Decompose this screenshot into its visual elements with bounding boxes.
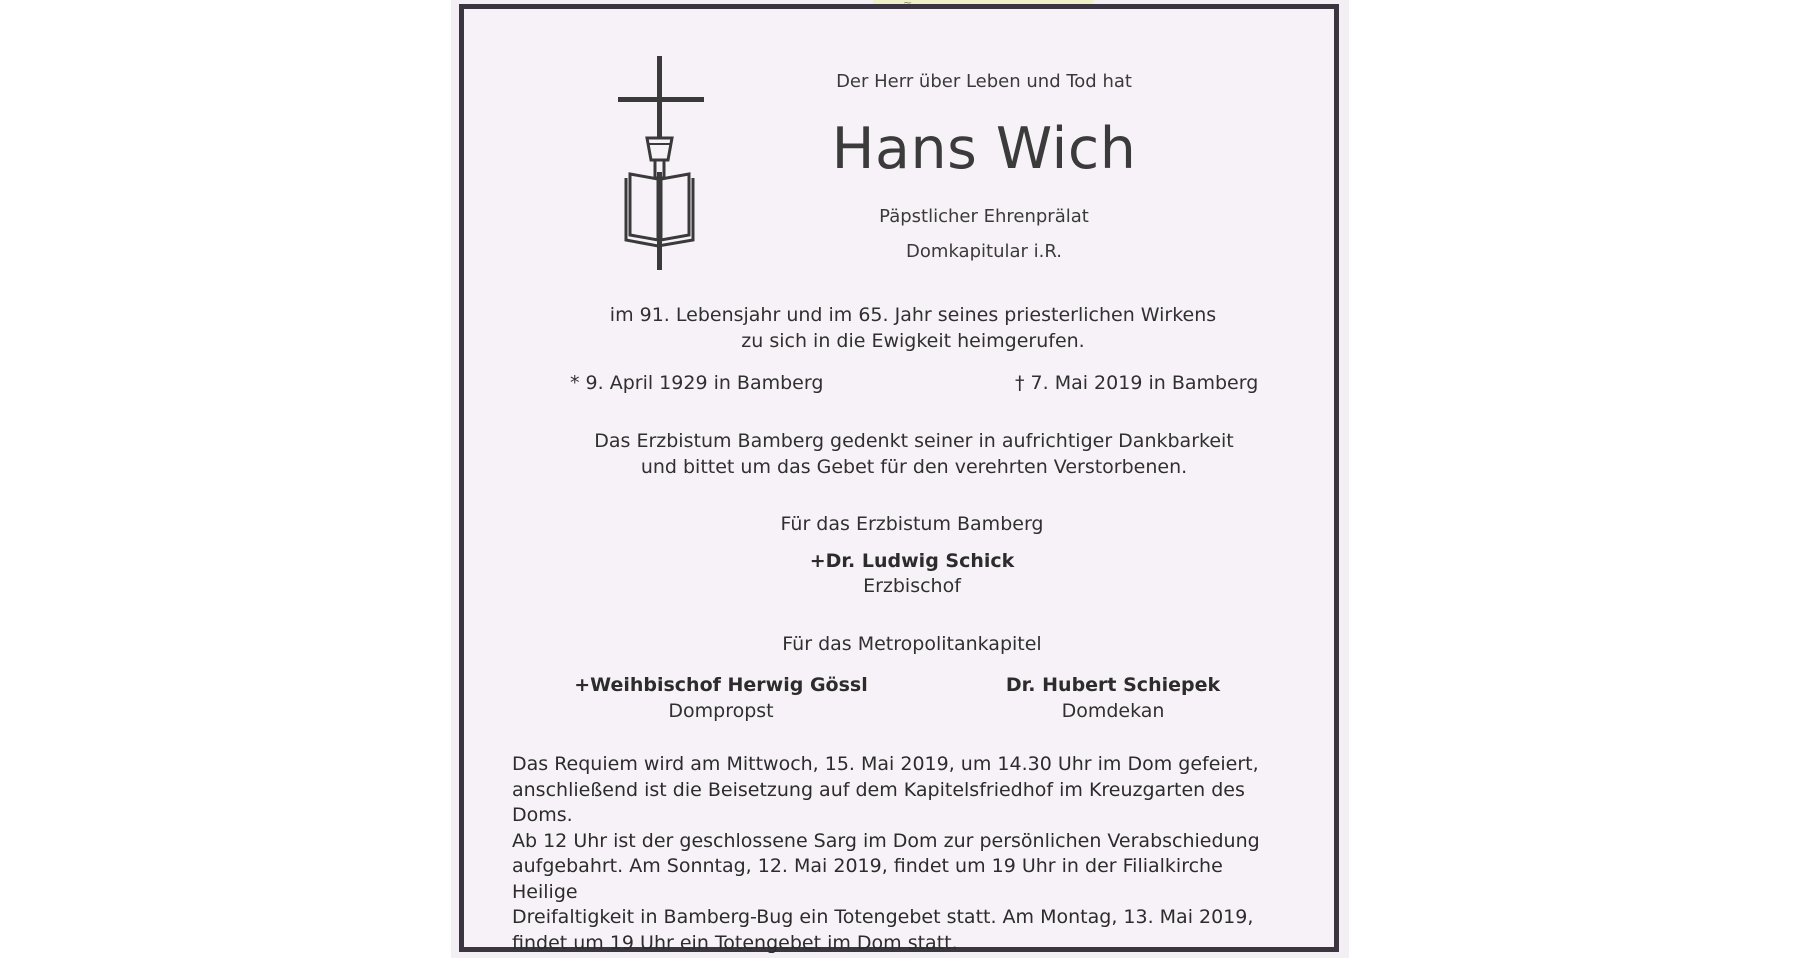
service-line: Ab 12 Uhr ist der geschlossene Sarg im Dom zur persönlichen Verabschiedung <box>512 829 1260 852</box>
service-line: anschließend ist die Beisetzung auf dem Kapitelsfriedhof im Kreuzgarten des Doms. <box>512 778 1245 826</box>
service-line: findet um 19 Uhr ein Totengebet im Dom statt. <box>512 931 958 954</box>
signer-right-name: Dr. Hubert Schiepek <box>1005 674 1221 696</box>
service-details <box>512 752 1292 956</box>
cross-chalice-book-icon <box>610 52 710 274</box>
for-archdiocese: Für das Erzbistum Bamberg <box>780 513 1044 535</box>
opening-line: Der Herr über Leben und Tod hat <box>836 71 1132 92</box>
birth-date: * 9. April 1929 in Bamberg <box>570 372 824 394</box>
signer-left-role: Dompropst <box>668 700 774 722</box>
for-chapter: Für das Metropolitankapitel <box>782 633 1042 655</box>
service-line: Das Requiem wird am Mittwoch, 15. Mai 2019, um 14.30 Uhr im Dom gefeiert, <box>512 753 1259 775</box>
title-line-2: Domkapitular i.R. <box>906 241 1062 262</box>
called-line-2: zu sich in die Ewigkeit heimgerufen. <box>741 330 1085 352</box>
signer-right-role: Domdekan <box>1061 700 1165 722</box>
service-line: aufgebahrt. Am Sonntag, 12. Mai 2019, findet um 19 Uhr in der Filialkirche Heilige <box>512 855 1223 903</box>
signer-left-name: +Weihbischof Herwig Gössl <box>574 674 868 696</box>
service-line: Dreifaltigkeit in Bamberg-Bug ein Totengebet statt. Am Montag, 13. Mai 2019, <box>512 906 1254 928</box>
gratitude-line-2: und bittet um das Gebet für den verehrten Verstorbenen. <box>640 456 1188 478</box>
deceased-name: Hans Wich <box>831 116 1137 182</box>
archbishop-role: Erzbischof <box>863 575 961 597</box>
gratitude-line-1: Das Erzbistum Bamberg gedenkt seiner in aufrichtiger Dankbarkeit <box>594 430 1234 452</box>
title-line-1: Päpstlicher Ehrenprälat <box>879 206 1089 227</box>
death-date: † 7. Mai 2019 in Bamberg <box>1015 372 1259 394</box>
archbishop-name: +Dr. Ludwig Schick <box>809 550 1015 572</box>
called-line-1: im 91. Lebensjahr und im 65. Jahr seines priesterlichen Wirkens <box>609 304 1217 326</box>
